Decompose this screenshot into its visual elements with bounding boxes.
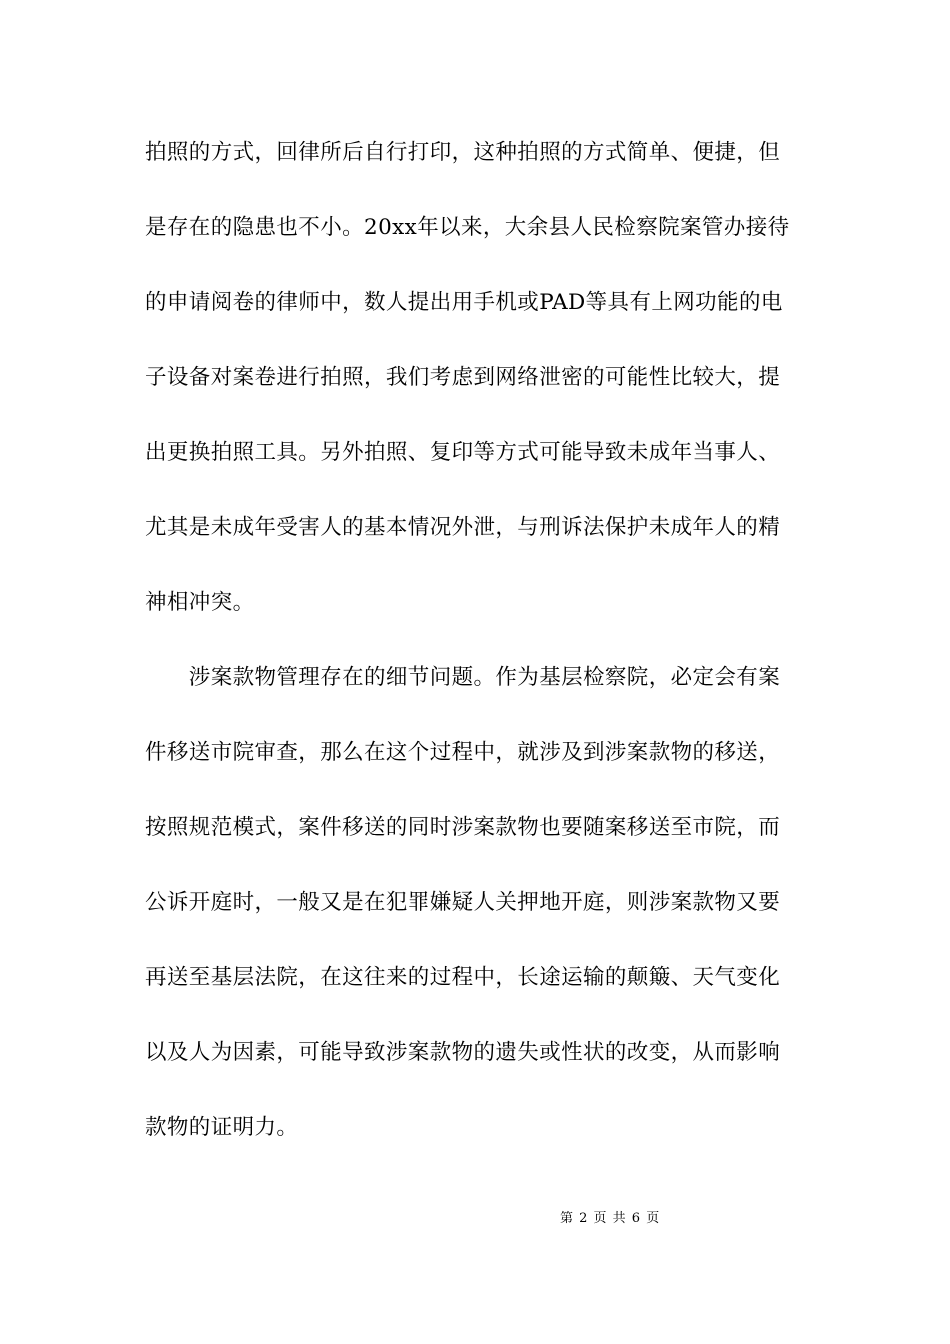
- body-text-line: 神相冲突。: [145, 590, 255, 615]
- body-text-line: 涉案款物管理存在的细节问题。作为基层检察院，必定会有案: [145, 665, 781, 690]
- body-text-line: 拍照的方式，回律所后自行打印，这种拍照的方式简单、便捷，但: [145, 140, 781, 165]
- body-text-line: 是存在的隐患也不小。20xx年以来，大余县人民检察院案管办接待: [145, 215, 790, 240]
- body-text-line: 再送至基层法院，在这往来的过程中，长途运输的颠簸、天气变化: [145, 965, 781, 990]
- body-text-line: 款物的证明力。: [145, 1115, 299, 1140]
- body-text-line: 的申请阅卷的律师中，数人提出用手机或PAD等具有上网功能的电: [145, 290, 783, 315]
- body-text-line: 尤其是未成年受害人的基本情况外泄，与刑诉法保护未成年人的精: [145, 515, 781, 540]
- body-text-line: 公诉开庭时，一般又是在犯罪嫌疑人关押地开庭，则涉案款物又要: [145, 890, 781, 915]
- body-text-line: 以及人为因素，可能导致涉案款物的遗失或性状的改变，从而影响: [145, 1040, 781, 1065]
- body-text-line: 按照规范模式，案件移送的同时涉案款物也要随案移送至市院，而: [145, 815, 781, 840]
- body-text-line: 件移送市院审查，那么在这个过程中，就涉及到涉案款物的移送，: [145, 740, 781, 765]
- body-text-line: 出更换拍照工具。另外拍照、复印等方式可能导致未成年当事人、: [145, 440, 781, 465]
- page-number-footer: 第 2 页 共 6 页: [560, 1211, 661, 1226]
- body-text-line: 子设备对案卷进行拍照，我们考虑到网络泄密的可能性比较大，提: [145, 365, 781, 390]
